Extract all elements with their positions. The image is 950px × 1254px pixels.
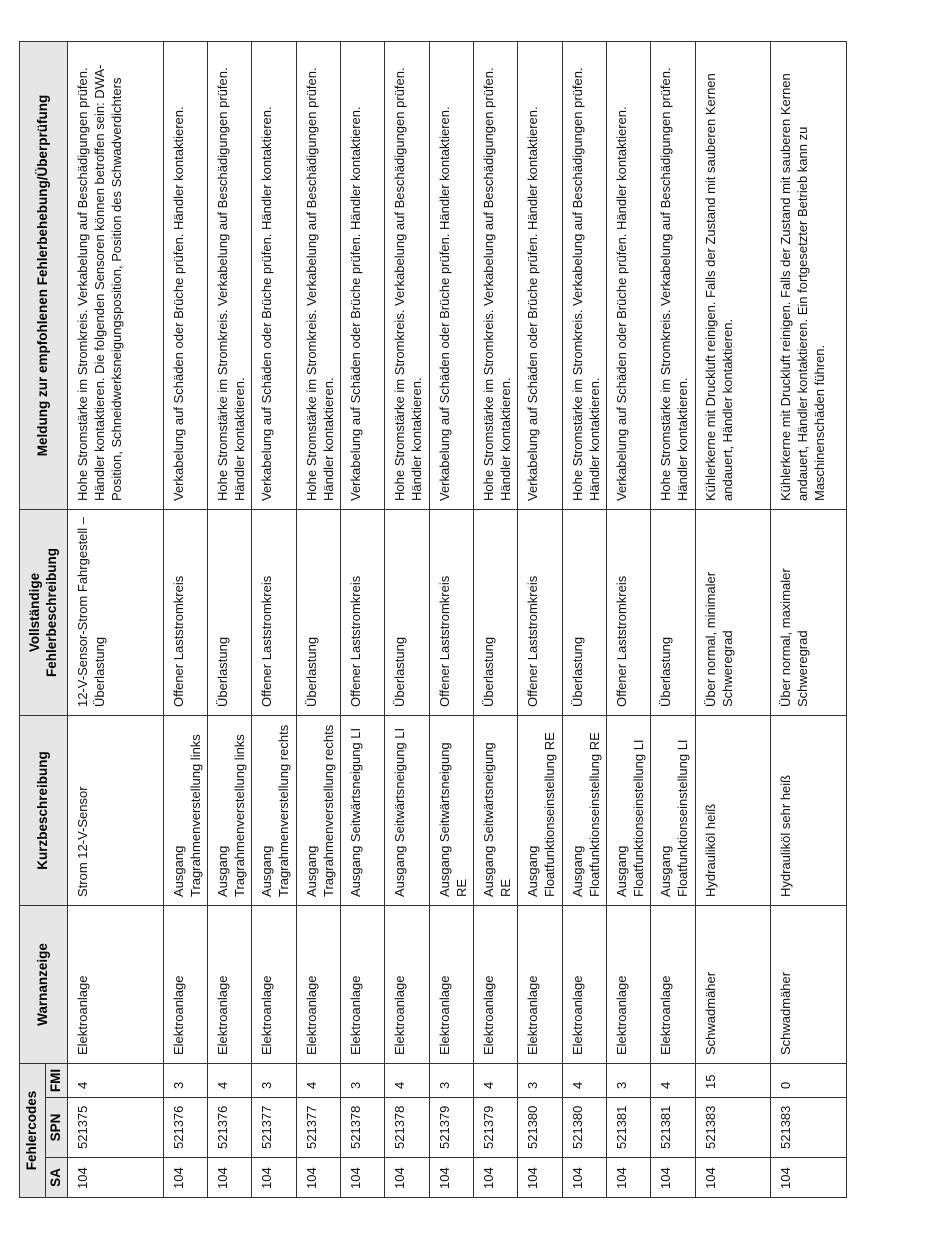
warnanzeige-cell: Elektroanlage — [163, 906, 207, 1064]
header-sa: SA — [46, 1158, 68, 1198]
fehlerbeschreibung-cell: 12-V-Sensor-Strom Fahrgestell – Überlastung — [68, 510, 164, 716]
warnanzeige-cell: Elektroanlage — [562, 906, 606, 1064]
sa-cell: 104 — [651, 1158, 695, 1198]
sa-cell: 104 — [341, 1158, 385, 1198]
kurzbeschreibung-cell: Ausgang Floatfunktionseinstellung RE — [562, 716, 606, 906]
kurzbeschreibung-cell: Ausgang Floatfunktionseinstellung RE — [518, 716, 562, 906]
spn-cell: 521377 — [296, 1098, 340, 1158]
warnanzeige-cell: Elektroanlage — [252, 906, 296, 1064]
fmi-cell: 3 — [163, 1064, 207, 1098]
meldung-cell: Hohe Stromstärke im Stromkreis. Verkabelung auf Beschädigungen prüfen. Händler kontaktieren. — [562, 42, 606, 510]
fmi-cell: 4 — [68, 1064, 164, 1098]
sa-cell: 104 — [296, 1158, 340, 1198]
fehlerbeschreibung-cell: Über normal, maximaler Schweregrad — [771, 510, 847, 716]
spn-cell: 521379 — [474, 1098, 518, 1158]
spn-cell: 521376 — [208, 1098, 252, 1158]
fehlerbeschreibung-cell: Über normal, minimaler Schweregrad — [695, 510, 771, 716]
meldung-cell: Verkabelung auf Schäden oder Brüche prüfen. Händler kontaktieren. — [341, 42, 385, 510]
fmi-cell: 4 — [208, 1064, 252, 1098]
sa-cell: 104 — [208, 1158, 252, 1198]
spn-cell: 521383 — [695, 1098, 771, 1158]
table-row — [771, 42, 847, 1198]
header-spn: SPN — [46, 1098, 68, 1158]
sa-cell: 104 — [163, 1158, 207, 1198]
kurzbeschreibung-cell: Ausgang Floatfunktionseinstellung LI — [651, 716, 695, 906]
warnanzeige-cell: Elektroanlage — [651, 906, 695, 1064]
spn-cell: 521378 — [341, 1098, 385, 1158]
fehlerbeschreibung-cell: Überlastung — [208, 510, 252, 716]
kurzbeschreibung-cell: Ausgang Tragrahmenverstellung rechts — [296, 716, 340, 906]
spn-cell: 521379 — [429, 1098, 473, 1158]
kurzbeschreibung-cell: Hydrauliköl heiß — [695, 716, 771, 906]
spn-cell: 521381 — [651, 1098, 695, 1158]
kurzbeschreibung-cell: Ausgang Tragrahmenverstellung rechts — [252, 716, 296, 906]
sa-cell: 104 — [429, 1158, 473, 1198]
meldung-cell: Hohe Stromstärke im Stromkreis. Verkabelung auf Beschädigungen prüfen. Händler kontaktieren. — [651, 42, 695, 510]
meldung-cell: Hohe Stromstärke im Stromkreis. Verkabelung auf Beschädigungen prüfen. Händler kontaktieren. Die folgenden Sensoren können betroffen sein: DWA-Position, Schneidwerksneigungsposition, Position des Schwadverdichters — [68, 42, 164, 510]
meldung-cell: Hohe Stromstärke im Stromkreis. Verkabelung auf Beschädigungen prüfen. Händler kontaktieren. — [296, 42, 340, 510]
sa-cell: 104 — [607, 1158, 651, 1198]
kurzbeschreibung-cell: Ausgang Seitwärtsneigung LI — [341, 716, 385, 906]
kurzbeschreibung-cell: Ausgang Tragrahmenverstellung links — [163, 716, 207, 906]
fmi-cell: 0 — [771, 1064, 847, 1098]
sa-cell: 104 — [474, 1158, 518, 1198]
table-row — [651, 42, 695, 1198]
fmi-cell: 4 — [562, 1064, 606, 1098]
table-row — [68, 42, 164, 1198]
sa-cell: 104 — [562, 1158, 606, 1198]
table-row — [385, 42, 429, 1198]
meldung-cell: Verkabelung auf Schäden oder Brüche prüfen. Händler kontaktieren. — [607, 42, 651, 510]
fmi-cell: 3 — [518, 1064, 562, 1098]
rotated-page — [19, 42, 847, 1198]
fmi-cell: 3 — [341, 1064, 385, 1098]
table-row — [429, 42, 473, 1198]
fmi-cell: 4 — [296, 1064, 340, 1098]
kurzbeschreibung-cell: Ausgang Floatfunktionseinstellung LI — [607, 716, 651, 906]
fehlerbeschreibung-cell: Überlastung — [474, 510, 518, 716]
table-row — [208, 42, 252, 1198]
fehlerbeschreibung-cell: Offener Laststromkreis — [252, 510, 296, 716]
spn-cell: 521381 — [607, 1098, 651, 1158]
fehlerbeschreibung-cell: Offener Laststromkreis — [518, 510, 562, 716]
table-row — [518, 42, 562, 1198]
header-fehlercodes: Fehlercodes — [20, 1064, 46, 1198]
warnanzeige-cell: Elektroanlage — [385, 906, 429, 1064]
warnanzeige-cell: Elektroanlage — [341, 906, 385, 1064]
meldung-cell: Hohe Stromstärke im Stromkreis. Verkabelung auf Beschädigungen prüfen. Händler kontaktieren. — [385, 42, 429, 510]
table-row — [562, 42, 606, 1198]
meldung-cell: Verkabelung auf Schäden oder Brüche prüfen. Händler kontaktieren. — [429, 42, 473, 510]
kurzbeschreibung-cell: Ausgang Seitwärtsneigung LI — [385, 716, 429, 906]
meldung-cell: Verkabelung auf Schäden oder Brüche prüfen. Händler kontaktieren. — [252, 42, 296, 510]
fehlerbeschreibung-cell: Überlastung — [651, 510, 695, 716]
warnanzeige-cell: Schwadmäher — [695, 906, 771, 1064]
fehlerbeschreibung-cell: Überlastung — [296, 510, 340, 716]
table-row — [296, 42, 340, 1198]
table-row — [695, 42, 771, 1198]
meldung-cell: Hohe Stromstärke im Stromkreis. Verkabelung auf Beschädigungen prüfen. Händler kontaktieren. — [474, 42, 518, 510]
warnanzeige-cell: Elektroanlage — [474, 906, 518, 1064]
meldung-cell: Hohe Stromstärke im Stromkreis. Verkabelung auf Beschädigungen prüfen. Händler kontaktieren. — [208, 42, 252, 510]
fehlerbeschreibung-cell: Offener Laststromkreis — [163, 510, 207, 716]
fmi-cell: 4 — [385, 1064, 429, 1098]
fault-code-table — [19, 41, 847, 1198]
sa-cell: 104 — [68, 1158, 164, 1198]
fmi-cell: 3 — [607, 1064, 651, 1098]
sa-cell: 104 — [695, 1158, 771, 1198]
spn-cell: 521375 — [68, 1098, 164, 1158]
fmi-cell: 15 — [695, 1064, 771, 1098]
meldung-cell: Verkabelung auf Schäden oder Brüche prüfen. Händler kontaktieren. — [518, 42, 562, 510]
warnanzeige-cell: Elektroanlage — [607, 906, 651, 1064]
header-fmi: FMI — [46, 1064, 68, 1098]
meldung-cell: Kühlerkerne mit Druckluft reinigen. Falls der Zustand mit sauberen Kernen andauert, Händler kontaktieren. Ein fortgesetzter Betrieb kann zu Maschinenschäden führen. — [771, 42, 847, 510]
sa-cell: 104 — [252, 1158, 296, 1198]
kurzbeschreibung-cell: Ausgang Tragrahmenverstellung links — [208, 716, 252, 906]
meldung-cell: Kühlerkerne mit Druckluft reinigen. Falls der Zustand mit sauberen Kernen andauert, Händler kontaktieren. — [695, 42, 771, 510]
warnanzeige-cell: Elektroanlage — [208, 906, 252, 1064]
fmi-cell: 4 — [474, 1064, 518, 1098]
spn-cell: 521378 — [385, 1098, 429, 1158]
warnanzeige-cell: Schwadmäher — [771, 906, 847, 1064]
fehlerbeschreibung-cell: Offener Laststromkreis — [429, 510, 473, 716]
spn-cell: 521376 — [163, 1098, 207, 1158]
kurzbeschreibung-cell: Strom 12-V-Sensor — [68, 716, 164, 906]
table-row — [607, 42, 651, 1198]
sa-cell: 104 — [518, 1158, 562, 1198]
sa-cell: 104 — [385, 1158, 429, 1198]
spn-cell: 521383 — [771, 1098, 847, 1158]
table-row — [474, 42, 518, 1198]
kurzbeschreibung-cell: Ausgang Seitwärtsneigung RE — [429, 716, 473, 906]
kurzbeschreibung-cell: Ausgang Seitwärtsneigung RE — [474, 716, 518, 906]
spn-cell: 521380 — [562, 1098, 606, 1158]
meldung-cell: Verkabelung auf Schäden oder Brüche prüfen. Händler kontaktieren. — [163, 42, 207, 510]
header-vollstaendige-beschreibung: Vollständige Fehlerbeschreibung — [20, 510, 68, 716]
kurzbeschreibung-cell: Hydrauliköl sehr heiß — [771, 716, 847, 906]
fehlerbeschreibung-cell: Offener Laststromkreis — [341, 510, 385, 716]
fmi-cell: 4 — [651, 1064, 695, 1098]
fehlerbeschreibung-cell: Offener Laststromkreis — [607, 510, 651, 716]
fehlerbeschreibung-cell: Überlastung — [385, 510, 429, 716]
spn-cell: 521380 — [518, 1098, 562, 1158]
header-meldung: Meldung zur empfohlenen Fehlerbehebung/Überprüfung — [20, 42, 68, 510]
table-row — [341, 42, 385, 1198]
warnanzeige-cell: Elektroanlage — [68, 906, 164, 1064]
table-row — [163, 42, 207, 1198]
fmi-cell: 3 — [252, 1064, 296, 1098]
warnanzeige-cell: Elektroanlage — [296, 906, 340, 1064]
table-row — [252, 42, 296, 1198]
spn-cell: 521377 — [252, 1098, 296, 1158]
header-warnanzeige: Warnanzeige — [20, 906, 68, 1064]
fehlerbeschreibung-cell: Überlastung — [562, 510, 606, 716]
warnanzeige-cell: Elektroanlage — [518, 906, 562, 1064]
header-kurzbeschreibung: Kurzbeschreibung — [20, 716, 68, 906]
fmi-cell: 3 — [429, 1064, 473, 1098]
warnanzeige-cell: Elektroanlage — [429, 906, 473, 1064]
sa-cell: 104 — [771, 1158, 847, 1198]
